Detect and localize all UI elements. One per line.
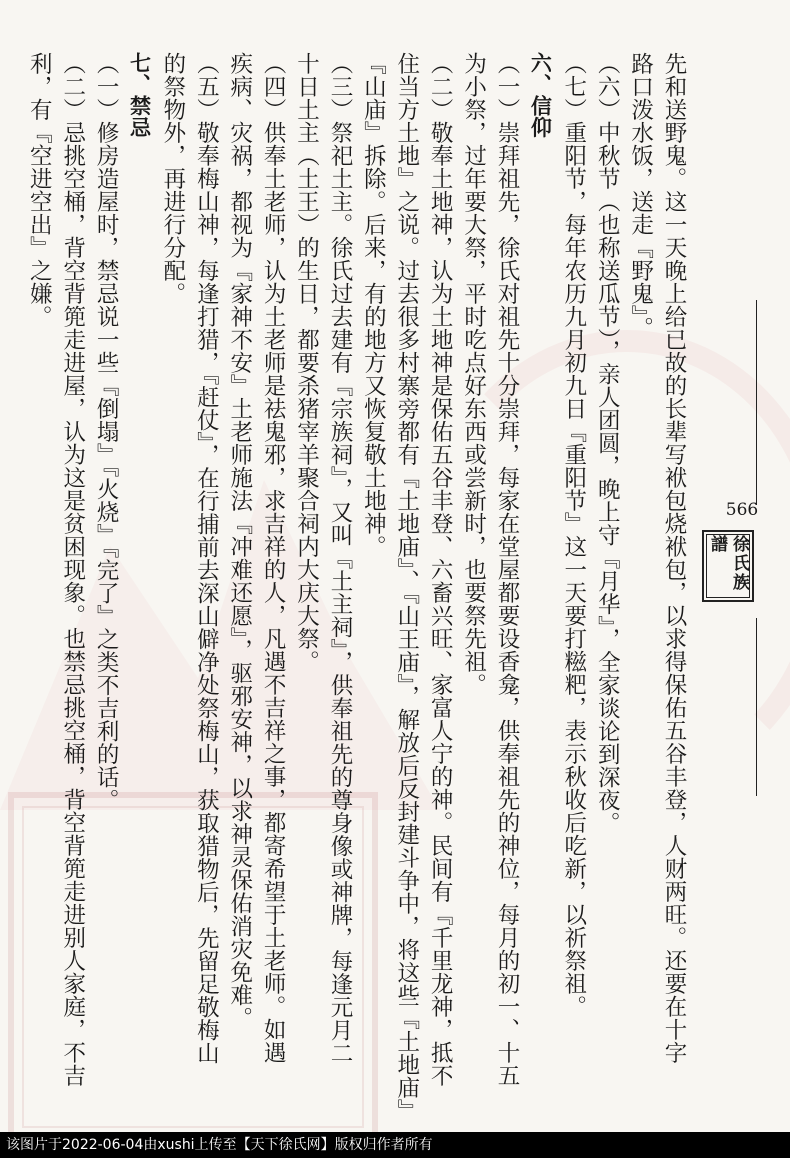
header-mark [702,530,754,602]
text-column: （二）敬奉土地神，认为土地神是保佑五谷丰登、六畜兴旺、家富人宁的神。民间有『千里龙神，抵不 [427,52,454,1087]
text-column: 先和送野鬼。这一天晚上给已故的长辈写袱包烧袱包，以求得保佑五谷丰登，人财两旺。还要在十字 [661,52,687,1064]
text-column: （六）中秋节（也称送瓜节），亲人团圆，晚上守『月华』，全家谈论到深夜。 [594,52,621,835]
header-mark-text: 徐氏族譜 [706,534,750,598]
section-heading: 七、禁忌 [127,52,152,138]
text-column: （一）修房造屋时，禁忌说一些『倒塌』『火烧』『完了』之类不吉利的话。 [93,52,120,812]
header-rule-top [756,300,757,505]
text-column: 利，有『空进空出』之嫌。 [26,52,53,328]
text-column: （七）重阳节，每年农历九月初九日『重阳节』这一天要打糍粑，表示秋收后吃新，以祈祭祖。 [560,52,587,1018]
text-column: （四）供奉土老师，认为土老师是祛鬼邪，求吉祥的人，凡遇不吉祥之事，都寄希望于土老师。如遇 [260,52,287,1064]
text-column: （五）敬奉梅山神，每逢打猎，『赶仗』，在行捕前去深山僻净处祭梅山，获取猎物后，先留足敬梅山 [193,52,220,1065]
text-column: （二）忌挑空桶，背空背篼走进屋，认为这是贫困现象。也禁忌挑空桶，背空背篼走进别人家庭，不吉 [59,52,86,1087]
body-text [22,52,690,1123]
text-column: 为小祭，过年要大祭，平时吃点好东西或尝新时，也要祭先祖。 [460,52,487,696]
text-column: 的祭物外，再进行分配。 [159,52,186,305]
section-heading: 六、信仰 [528,52,553,138]
text-column: 疾病、灾祸，都视为『家神不安』土老师施法『冲难还愿』，驱邪安神，以求神灵保佑消灾免难。 [226,52,253,1030]
upload-notice: 该图片于2022-06-04由xushi上传至【天下徐氏网】版权归作者所有 [0,1132,790,1158]
header-rule-bottom [756,618,757,796]
text-column: 住当方土地』之说。过去很多村寨旁都有『土地庙』、『山王庙』，解放后反封建斗争中，将这些『土地庙』 [393,52,420,1123]
text-column: （三）祭祀土主。徐氏过去建有『宗族祠』，又叫『土主祠』，供奉祖先的尊身像或神牌，每逢元月二 [326,52,353,1065]
text-column: 路口泼水饭，送走『野鬼』。 [627,52,654,340]
text-column: （一）崇拜祖先，徐氏对祖先十分崇拜，每家在堂屋都要设香龛，供奉祖先的神位，每月的初一、十五 [493,52,520,1087]
text-column: 『山庙』拆除。后来，有的地方又恢复敬土地神。 [360,52,387,558]
text-column: 十日土主（土王）的生日，都要杀猪宰羊聚合祠内大庆大祭。 [293,52,320,673]
page-number: 566 [725,500,759,520]
